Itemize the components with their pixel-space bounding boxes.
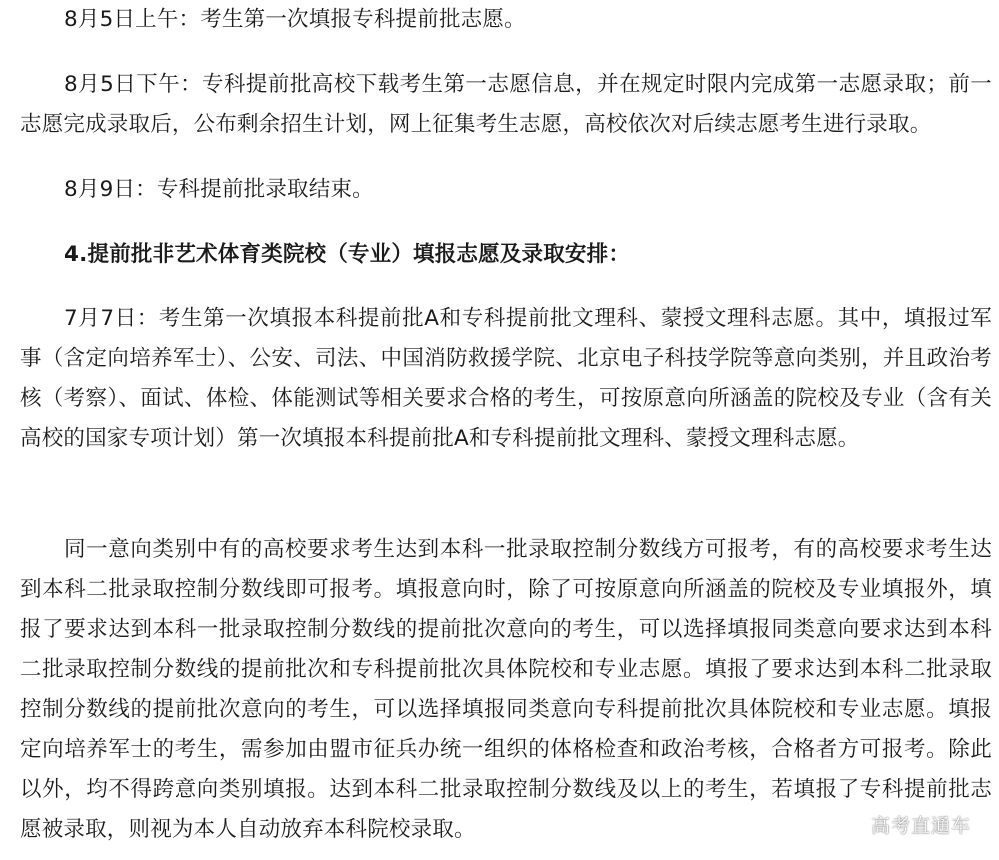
watermark: 高考直通车 <box>870 815 971 837</box>
paragraph-aug9: 8月9日：专科提前批录取结束。 <box>64 177 374 202</box>
section-heading: 4.提前批非艺术体育类院校（专业）填报志愿及录取安排： <box>64 242 631 267</box>
paragraph-aug5-morning: 8月5日上午：考生第一次填报专科提前批志愿。 <box>64 7 526 32</box>
paragraph-same-category: 同一意向类别中有的高校要求考生达到本科一批录取控制分数线方可报考，有的高校要求考生达到本科二批录取控制分数线即可报考。填报意向时，除了可按原意向所涵盖的院校及专业填报外，填报了要求达到本科一批录取控制分数线的提前批次意向的考生，可以选择填报同类意向要求达到本科二批录取控制分数线的提前批次和专科提前批次具体院校和专业志愿。填报了要求达到本科二批录取控制分数线的提前批次意向的考生，可以选择填报同类意向专科提前批次具体院校和专业志愿。填报定向培养军士的考生，需参加由盟市征兵办统一组织的体格检查和政治考核，合格者方可报考。除此以外，均不得跨意向类别填报。达到本科二批录取控制分数线及以上的考生，若填报了专科提前批志愿被录取，则视为本人自动放弃本科院校录取。 <box>20 537 992 842</box>
paragraph-aug5-afternoon: 8月5日下午：专科提前批高校下载考生第一志愿信息，并在规定时限内完成第一志愿录取；前一志愿完成录取后，公布剩余招生计划，网上征集考生志愿，高校依次对后续志愿考生进行录取。 <box>20 72 992 137</box>
paragraph-jul7: 7月7日：考生第一次填报本科提前批A和专科提前批文理科、蒙授文理科志愿。其中，填报过军事（含定向培养军士）、公安、司法、中国消防救援学院、北京电子科技学院等意向类别，并且政治考核（考察）、面试、体检、体能测试等相关要求合格的考生，可按原意向所涵盖的院校及专业（含有关高校的国家专项计划）第一次填报本科提前批A和专科提前批文理科、蒙授文理科志愿。 <box>20 306 992 451</box>
